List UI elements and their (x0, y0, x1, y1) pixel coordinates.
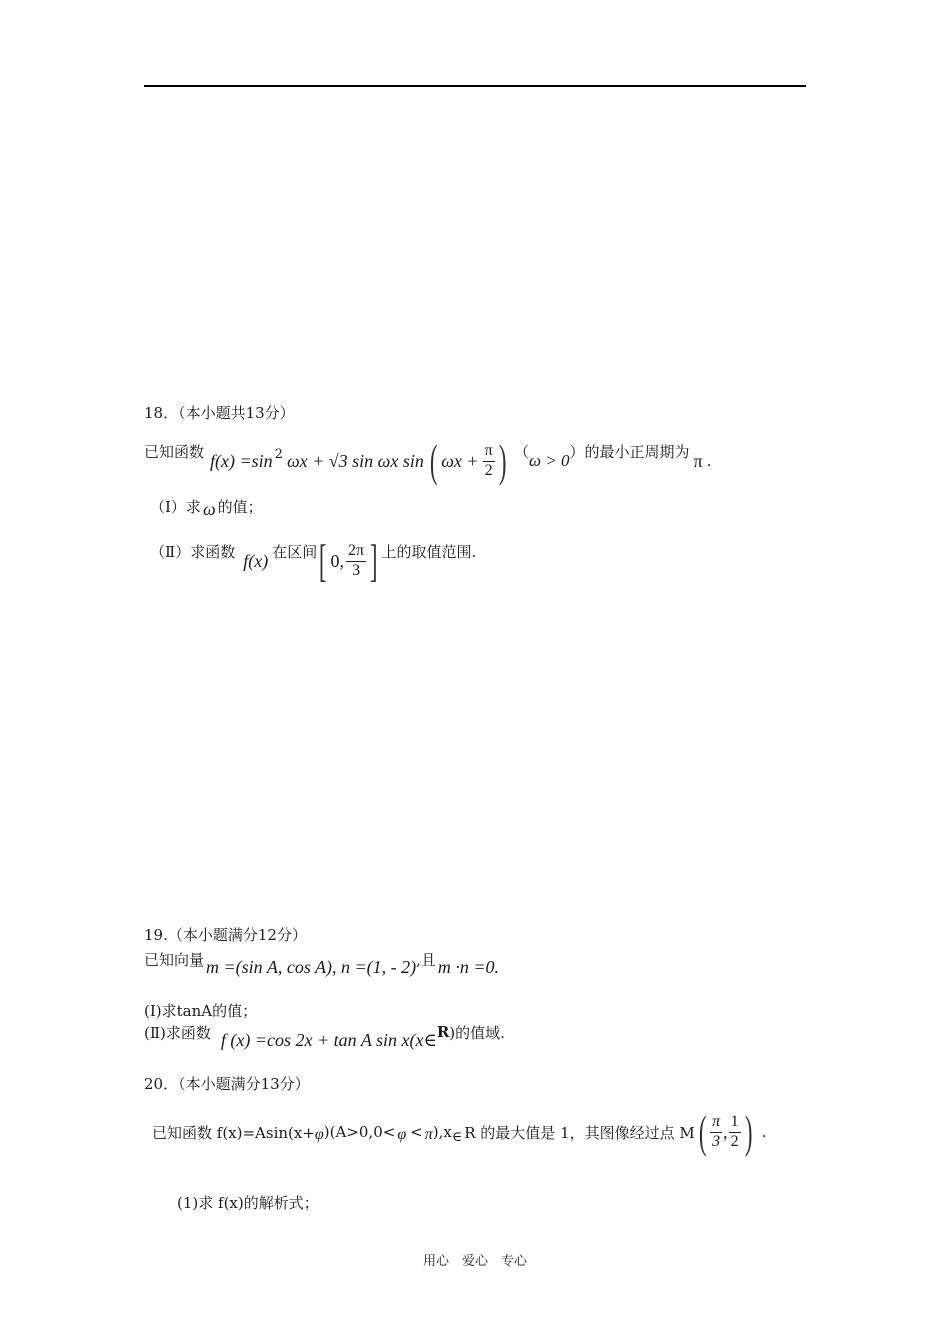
q20-lparen: ( (698, 1106, 707, 1157)
q20-pi: π (424, 1126, 433, 1143)
q19-part2 (144, 1022, 505, 1058)
q20-frac2-num: 1 (730, 1112, 739, 1130)
q18-period: π (693, 450, 703, 471)
q19-stem (144, 950, 499, 984)
q18-part2-mid: 在区间 (272, 542, 318, 561)
q18-period-end: . (706, 452, 712, 470)
q18-2pi-over-3 (346, 543, 366, 580)
q18-lbracket: [ (319, 535, 327, 586)
q20-pi-over-3 (710, 1114, 722, 1151)
q19-part2-suffix: )的值域. (449, 1023, 505, 1042)
q20-comma: , (723, 1121, 728, 1142)
q18-sup: 2 (274, 446, 283, 462)
q20-elem: ∈ (451, 1129, 463, 1145)
q20-frac1-num: π (712, 1112, 721, 1130)
q19-part1: (Ⅰ)求tanA的值； (144, 1002, 258, 1020)
q18-frac-num: π (484, 441, 493, 459)
q20-stem (152, 1108, 767, 1156)
header-rule (144, 85, 806, 87)
q18-part2 (150, 536, 476, 586)
q20-rparen: ) (744, 1106, 753, 1157)
q18-rparen: ) (498, 435, 507, 486)
q20-part1: (1)求 f(x)的解析式； (177, 1194, 319, 1212)
q18-interval-left: 0, (330, 550, 345, 571)
q18-cond: ω > 0 (528, 451, 570, 470)
q20-stem-d: ),x (432, 1123, 452, 1141)
q18-part1-var: ω (202, 499, 216, 519)
q20-stem-end: . (761, 1123, 767, 1141)
q18-part1-prefix: （Ⅰ）求 (150, 498, 201, 516)
q18-expr: ωx + √3 sin ωx sin (286, 450, 424, 471)
q18-interval-num: 2π (348, 541, 365, 559)
q20-stem-a: 已知函数 f(x)=Asin(x+ (152, 1123, 315, 1142)
q19-part2-expr: f (x) =cos 2x + tan A sin x(x∈ (220, 1029, 437, 1050)
q18-part2-prefix: （Ⅱ）求函数 (150, 542, 236, 561)
q18-part2-suffix: 上的取值范围. (381, 542, 477, 561)
q20-stem-c: < (410, 1123, 423, 1141)
q20-frac1-den: 3 (710, 1132, 722, 1151)
q19-stem-prefix: 已知向量 (144, 950, 205, 969)
q19-heading: 19.（本小题满分12分） (144, 926, 307, 944)
q20-frac2-den: 2 (730, 1132, 739, 1150)
q19-stem-expr: m =(sin A, cos A), n =(1, - 2) (206, 956, 417, 977)
q20-stem-b: )(A>0,0< (323, 1123, 396, 1141)
q18-interval-den: 3 (346, 561, 366, 580)
q20-heading: 20．（本小题满分13分） (144, 1075, 310, 1093)
q20-phi2: φ (397, 1126, 407, 1143)
q18-part2-fx: f(x) (243, 550, 269, 571)
q20-stem-e: R 的最大值是 1，其图像经过点 M (464, 1123, 695, 1142)
q18-stem (144, 437, 711, 485)
q18-rbracket: ] (369, 535, 378, 586)
q18-fx: f(x) =sin (210, 450, 273, 471)
q19-part2-bold: R (436, 1023, 450, 1041)
q19-part2-prefix: (Ⅱ)求函数 (144, 1023, 211, 1042)
q18-part1-suffix: 的值； (217, 498, 263, 516)
q18-heading: 18．（本小题共13分） (144, 404, 295, 422)
q20-phi1: φ (314, 1126, 324, 1143)
q20-one-half (729, 1114, 741, 1151)
q18-cond-open: （ (513, 442, 529, 461)
q18-pi-over-2 (483, 443, 495, 480)
q19-stem-cond: m ·n =0. (437, 956, 500, 977)
q19-stem-mid: ,且 (416, 950, 436, 969)
q18-frac-den: 2 (483, 461, 495, 480)
page-footer: 用心 爱心 专心 (422, 1254, 527, 1269)
q18-cond-close: ）的最小正周期为 (569, 442, 690, 461)
q18-paren-pre: ωx + (441, 450, 479, 471)
q18-part1 (150, 496, 263, 517)
q18-stem-prefix: 已知函数 (144, 442, 205, 461)
q18-lparen: ( (429, 435, 438, 486)
